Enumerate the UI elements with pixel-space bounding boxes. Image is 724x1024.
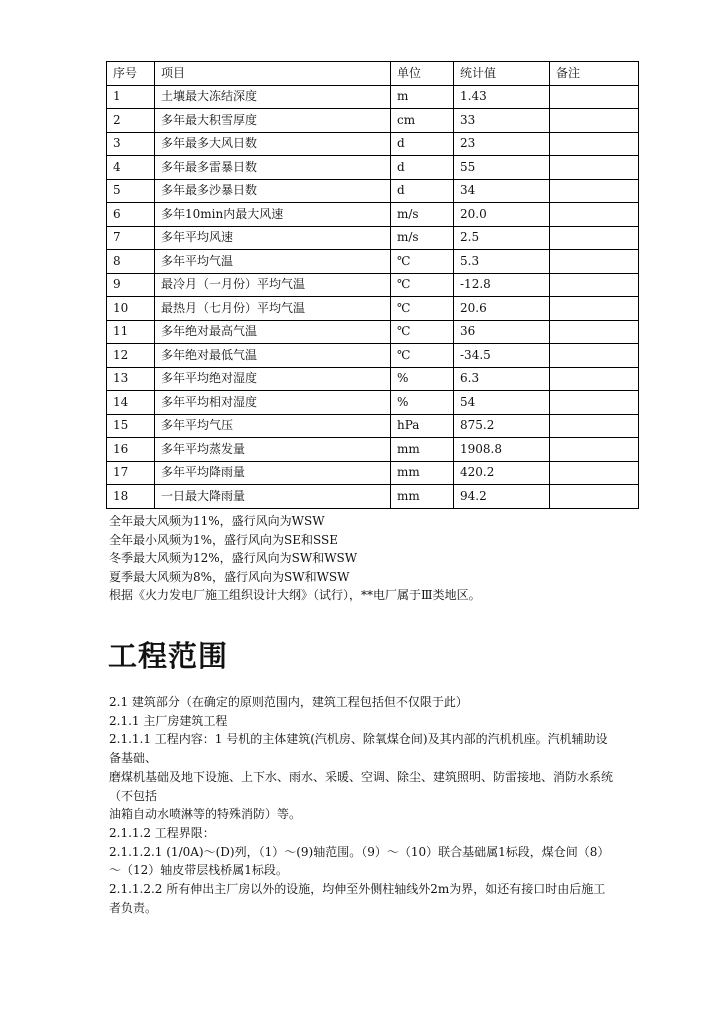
- paragraph: 2.1.1.2.2 所有伸出主厂房以外的设施，均伸至外侧柱轴线外2m为界，如还有接口时由后施工者负责。: [109, 882, 606, 915]
- cell-remark: [550, 485, 639, 509]
- cell-item: 一日最大降雨量: [155, 485, 391, 509]
- table-row: [107, 132, 639, 156]
- cell-index: 18: [107, 485, 155, 509]
- table-row: [107, 485, 639, 509]
- paragraph: 磨煤机基础及地下设施、上下水、雨水、采暖、空调、除尘、建筑照明、防雷接地、消防水系统（不包括: [109, 769, 614, 803]
- cell-remark: [550, 250, 639, 274]
- cell-unit: d: [391, 132, 454, 156]
- cell-index: 6: [107, 203, 155, 227]
- table-row: [107, 414, 639, 438]
- cell-item: 多年最多沙暴日数: [155, 179, 391, 203]
- cell-index: 13: [107, 367, 155, 391]
- paragraph: 2.1.1.1 工程内容：1 号机的主体建筑(汽机房、除氧煤仓间)及其内部的汽机机座。汽机辅助设备基础、: [109, 732, 608, 766]
- cell-item: 多年平均蒸发量: [155, 438, 391, 462]
- cell-item: 多年平均绝对湿度: [155, 367, 391, 391]
- section-heading: 工程范围: [108, 639, 229, 673]
- cell-value: 36: [454, 320, 550, 344]
- header-cell-item: 项目: [155, 62, 391, 86]
- cell-index: 9: [107, 273, 155, 297]
- cell-index: 1: [107, 85, 155, 109]
- cell-item: 最热月（七月份）平均气温: [155, 297, 391, 321]
- cell-unit: cm: [391, 109, 454, 133]
- cell-remark: [550, 203, 639, 227]
- cell-index: 14: [107, 391, 155, 415]
- cell-item: 多年最大积雪厚度: [155, 109, 391, 133]
- cell-value: -12.8: [454, 273, 550, 297]
- cell-index: 16: [107, 438, 155, 462]
- cell-value: 54: [454, 391, 550, 415]
- cell-remark: [550, 297, 639, 321]
- cell-index: 10: [107, 297, 155, 321]
- cell-remark: [550, 344, 639, 368]
- cell-remark: [550, 179, 639, 203]
- table-row: [107, 273, 639, 297]
- paragraph: 油箱自动水喷淋等的特殊消防）等。: [109, 807, 302, 822]
- cell-index: 3: [107, 132, 155, 156]
- cell-item: 最冷月（一月份）平均气温: [155, 273, 391, 297]
- cell-unit: ℃: [391, 250, 454, 274]
- cell-index: 4: [107, 156, 155, 180]
- table-header-row: [107, 62, 639, 86]
- cell-value: 55: [454, 156, 550, 180]
- table-row: [107, 461, 639, 485]
- climate-data-table: [106, 61, 639, 509]
- table-row: [107, 391, 639, 415]
- cell-item: 多年平均气压: [155, 414, 391, 438]
- cell-value: 2.5: [454, 226, 550, 250]
- cell-item: 多年绝对最高气温: [155, 320, 391, 344]
- cell-value: 1908.8: [454, 438, 550, 462]
- cell-value: 20.6: [454, 297, 550, 321]
- table-row: [107, 156, 639, 180]
- cell-index: 2: [107, 109, 155, 133]
- cell-unit: d: [391, 156, 454, 180]
- cell-unit: hPa: [391, 414, 454, 438]
- cell-unit: ℃: [391, 297, 454, 321]
- cell-remark: [550, 85, 639, 109]
- table-row: [107, 320, 639, 344]
- cell-remark: [550, 156, 639, 180]
- cell-item: 多年平均风速: [155, 226, 391, 250]
- cell-unit: %: [391, 391, 454, 415]
- cell-unit: mm: [391, 461, 454, 485]
- table-row: [107, 203, 639, 227]
- cell-item: 多年最多雷暴日数: [155, 156, 391, 180]
- cell-value: 34: [454, 179, 550, 203]
- cell-unit: d: [391, 179, 454, 203]
- table-row: [107, 344, 639, 368]
- cell-index: 15: [107, 414, 155, 438]
- note-line: 夏季最大风频为8%，盛行风向为SW和WSW: [109, 569, 350, 584]
- cell-item: 多年平均降雨量: [155, 461, 391, 485]
- cell-remark: [550, 367, 639, 391]
- cell-index: 12: [107, 344, 155, 368]
- table-row: [107, 226, 639, 250]
- cell-value: -34.5: [454, 344, 550, 368]
- cell-remark: [550, 438, 639, 462]
- cell-remark: [550, 320, 639, 344]
- cell-remark: [550, 273, 639, 297]
- cell-unit: m/s: [391, 203, 454, 227]
- note-line: 全年最小风频为1%，盛行风向为SE和SSE: [109, 532, 339, 547]
- table-row: [107, 85, 639, 109]
- cell-remark: [550, 226, 639, 250]
- note-line: 冬季最大风频为12%，盛行风向为SW和WSW: [109, 551, 358, 566]
- table-row: [107, 297, 639, 321]
- paragraph: 2.1.1.2.1 (1/0A)～(D)列，（1）～(9)轴范围。（9）～（10）联合基础属1标段，煤仓间（8）～（12）轴皮带层栈桥属1标段。: [109, 844, 610, 878]
- cell-value: 20.0: [454, 203, 550, 227]
- cell-unit: mm: [391, 485, 454, 509]
- cell-remark: [550, 132, 639, 156]
- cell-unit: ℃: [391, 320, 454, 344]
- cell-item: 多年平均相对湿度: [155, 391, 391, 415]
- table-row: [107, 109, 639, 133]
- header-cell-index: 序号: [107, 62, 155, 86]
- cell-item: 多年10min内最大风速: [155, 203, 391, 227]
- cell-value: 875.2: [454, 414, 550, 438]
- cell-index: 8: [107, 250, 155, 274]
- table-row: [107, 179, 639, 203]
- cell-unit: mm: [391, 438, 454, 462]
- note-line: 全年最大风频为11%，盛行风向为WSW: [109, 514, 325, 528]
- header-cell-unit: 单位: [391, 62, 454, 86]
- cell-value: 420.2: [454, 461, 550, 485]
- cell-index: 5: [107, 179, 155, 203]
- cell-remark: [550, 461, 639, 485]
- cell-unit: %: [391, 367, 454, 391]
- cell-item: 多年平均气温: [155, 250, 391, 274]
- cell-value: 33: [454, 109, 550, 133]
- header-cell-value: 统计值: [454, 62, 550, 86]
- wind-notes: [109, 512, 481, 605]
- cell-value: 1.43: [454, 85, 550, 109]
- cell-value: 5.3: [454, 250, 550, 274]
- cell-remark: [550, 391, 639, 415]
- cell-index: 17: [107, 461, 155, 485]
- cell-unit: m/s: [391, 226, 454, 250]
- cell-remark: [550, 414, 639, 438]
- cell-value: 6.3: [454, 367, 550, 391]
- note-line: 根据《火力发电厂施工组织设计大纲》（试行），**电厂属于Ⅲ类地区。: [109, 588, 481, 603]
- cell-unit: m: [391, 85, 454, 109]
- table-row: [107, 438, 639, 462]
- table-row: [107, 250, 639, 274]
- cell-item: 土壤最大冻结深度: [155, 85, 391, 109]
- table-row: [107, 367, 639, 391]
- cell-item: 多年最多大风日数: [155, 132, 391, 156]
- cell-value: 23: [454, 132, 550, 156]
- header-cell-remark: 备注: [550, 62, 639, 86]
- cell-remark: [550, 109, 639, 133]
- cell-item: 多年绝对最低气温: [155, 344, 391, 368]
- paragraph: 2.1 建筑部分（在确定的原则范围内，建筑工程包括但不仅限于此）: [109, 695, 468, 709]
- section-body: [109, 693, 617, 917]
- cell-unit: ℃: [391, 273, 454, 297]
- paragraph: 2.1.1 主厂房建筑工程: [109, 713, 228, 728]
- cell-unit: ℃: [391, 344, 454, 368]
- paragraph: 2.1.1.2 工程界限：: [109, 825, 215, 840]
- cell-value: 94.2: [454, 485, 550, 509]
- cell-index: 11: [107, 320, 155, 344]
- cell-index: 7: [107, 226, 155, 250]
